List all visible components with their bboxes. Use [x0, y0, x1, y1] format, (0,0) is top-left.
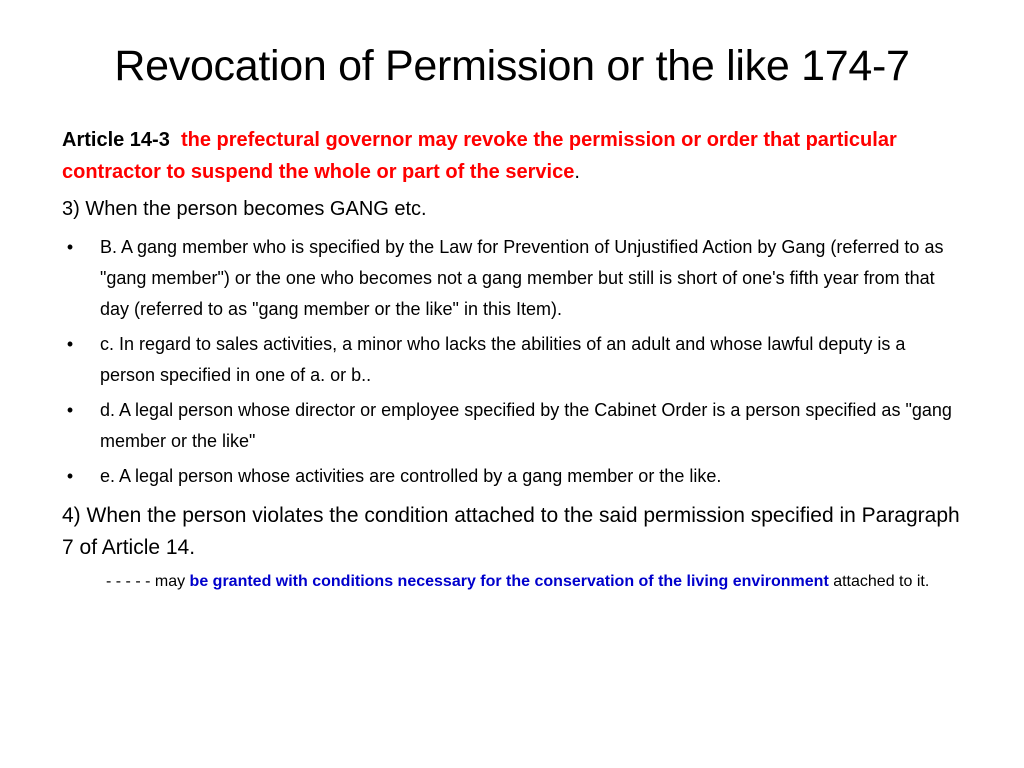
slide-body — [62, 124, 962, 596]
bullet-icon: • — [66, 334, 74, 354]
bullet-item-c — [62, 329, 962, 391]
note-paragraph — [106, 568, 962, 596]
bullet-text: e. A legal person whose activities are controlled by a gang member or the like. — [100, 466, 722, 486]
note-blue-text: be granted with conditions necessary for the conservation of the living environment — [189, 573, 829, 590]
bullet-text: d. A legal person whose director or employee specified by the Cabinet Order is a person specified as "gang member or the like" — [100, 400, 952, 451]
bullet-icon: • — [66, 400, 74, 420]
bullet-icon: • — [66, 237, 74, 257]
article-label: Article 14-3 — [62, 129, 170, 151]
item-4: 4) When the person violates the condition attached to the said permission specified in Paragraph 7 of Article 14. — [62, 504, 960, 559]
bullet-icon: • — [66, 466, 74, 486]
bullet-item-e — [62, 461, 962, 492]
item-3: 3) When the person becomes GANG etc. — [62, 198, 427, 220]
bullet-item-b — [62, 232, 962, 325]
article-red-text: the prefectural governor may revoke the permission or order that particular contractor to suspend the whole or part of the service — [62, 129, 897, 183]
bullet-item-d — [62, 395, 962, 457]
note-suffix: attached to it. — [828, 573, 930, 590]
article-end: . — [574, 161, 580, 183]
bullet-text: c. In regard to sales activities, a minor who lacks the abilities of an adult and whose lawful deputy is a person specified in one of a. or b.. — [100, 334, 906, 385]
bullet-text: B. A gang member who is specified by the Law for Prevention of Unjustified Action by Gang (referred to as "gang member") or the one who becomes not a gang member but still is short of one's fifth year from that day (referred to as "gang member or the like" in this Item). — [100, 237, 944, 319]
slide-title: Revocation of Permission or the like 174-7 — [114, 42, 910, 90]
note-prefix: - - - - - may — [106, 573, 190, 590]
article-paragraph — [62, 124, 962, 188]
bullet-list — [62, 232, 962, 492]
